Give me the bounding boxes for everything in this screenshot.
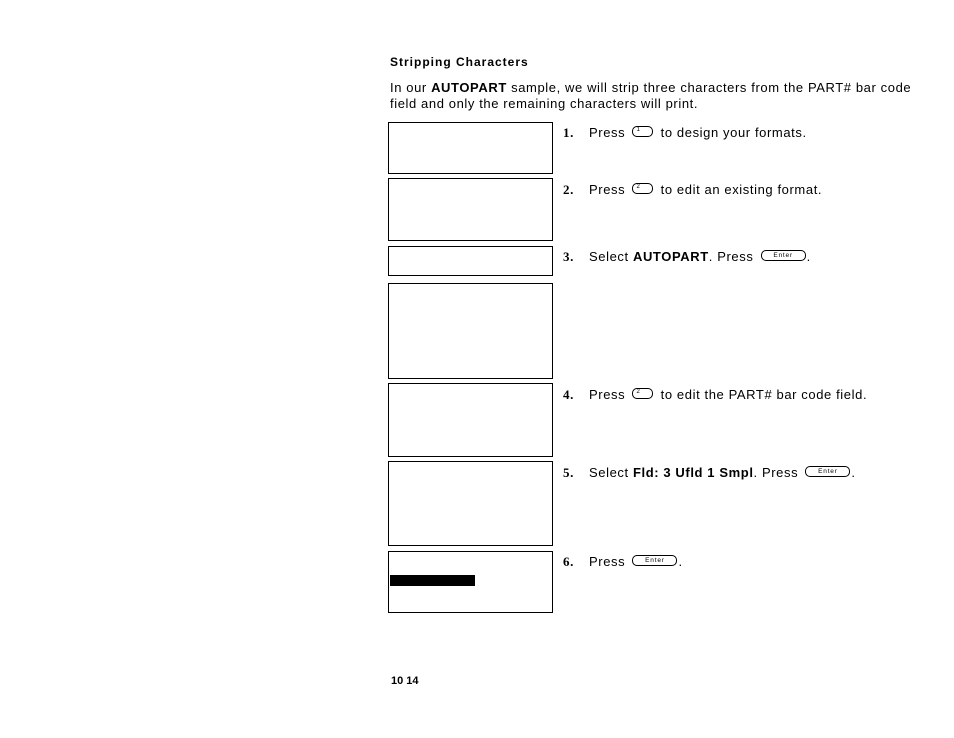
intro-paragraph	[390, 80, 920, 112]
enter-key-icon: Enter	[632, 555, 677, 566]
step-text: to design your formats.	[660, 125, 807, 140]
step-text: .	[678, 554, 683, 569]
display-screen-1	[388, 122, 553, 174]
step-number: 3.	[563, 249, 574, 264]
intro-sample-name: AUTOPART	[431, 80, 507, 95]
selection-highlight-bar	[390, 575, 475, 586]
display-screen-7	[388, 551, 553, 613]
step-number: 5.	[563, 465, 574, 480]
step-number: 6.	[563, 554, 574, 569]
step-2	[563, 182, 822, 198]
step-text: to edit the PART# bar code field.	[660, 387, 868, 402]
step-text: Press	[589, 554, 626, 569]
step-text: Press	[589, 125, 626, 140]
display-screen-5	[388, 383, 553, 457]
enter-key-icon: Enter	[805, 466, 850, 477]
format-name: AUTOPART	[632, 249, 709, 264]
enter-key-icon: Enter	[761, 250, 806, 261]
section-heading: Stripping Characters	[390, 55, 529, 69]
display-screen-3	[388, 246, 553, 276]
step-text: .	[851, 465, 856, 480]
intro-prefix: In our	[390, 80, 432, 95]
display-screen-2	[388, 178, 553, 241]
step-text: . Press	[708, 249, 754, 264]
step-5	[563, 465, 856, 481]
step-text: .	[806, 249, 811, 264]
step-6	[563, 554, 683, 570]
step-3	[563, 249, 811, 265]
key-1-icon: 1	[632, 126, 653, 137]
step-number: 4.	[563, 387, 574, 402]
display-screen-6	[388, 461, 553, 546]
key-2-icon: 2	[632, 183, 653, 194]
step-text: Select	[589, 249, 633, 264]
page-number: 10 14	[391, 675, 419, 687]
key-2-icon: 2	[632, 388, 653, 399]
step-4	[563, 387, 867, 403]
field-name: Fld: 3 Ufld 1 Smpl	[632, 465, 754, 480]
step-text: Press	[589, 387, 626, 402]
step-text: Select	[589, 465, 633, 480]
display-screen-4	[388, 283, 553, 379]
step-text: Press	[589, 182, 626, 197]
intro-suffix: sample, we will strip three characters from the PART# bar code field and only the remaining characters will print.	[390, 80, 912, 111]
step-number: 1.	[563, 125, 574, 140]
step-text: . Press	[753, 465, 799, 480]
step-number: 2.	[563, 182, 574, 197]
step-1	[563, 125, 807, 141]
step-text: to edit an existing format.	[660, 182, 823, 197]
